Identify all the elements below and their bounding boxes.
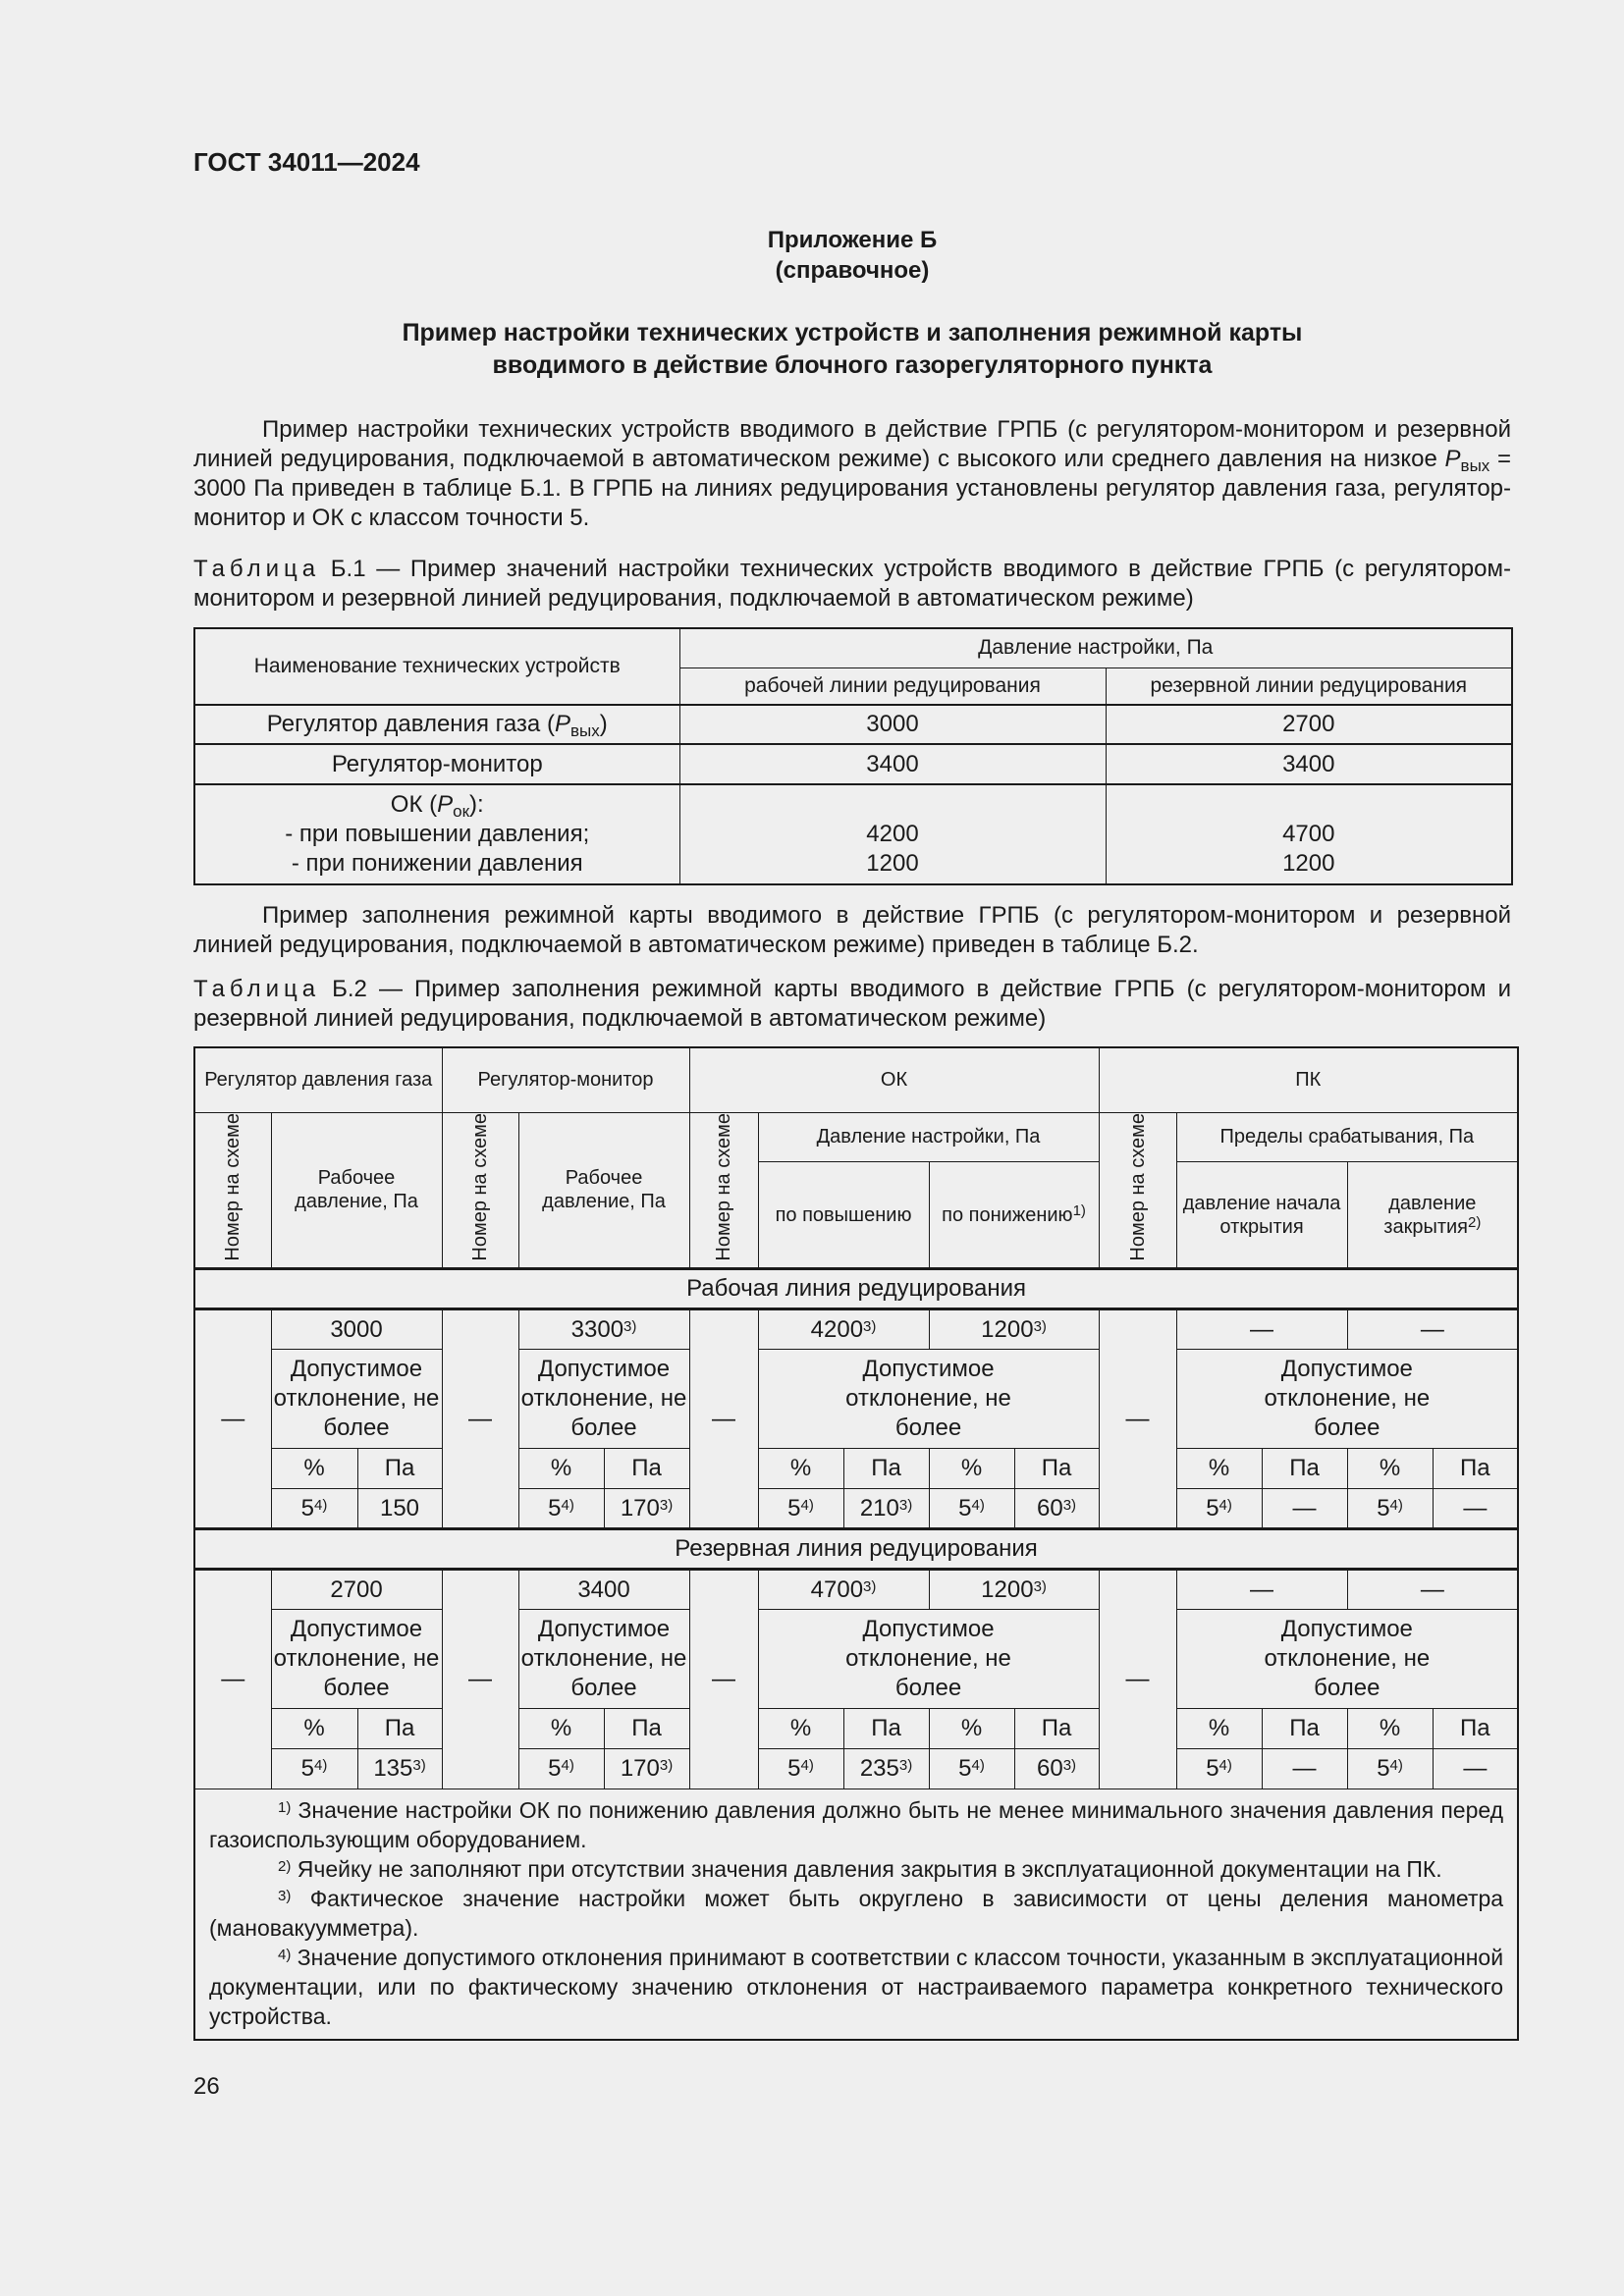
t2-res-mon-pct	[518, 1749, 604, 1789]
footnote-ref: 3)	[898, 1497, 913, 1515]
value: 5	[1206, 1755, 1219, 1783]
t1-row1-name-a: Регулятор давления газа (	[266, 711, 555, 737]
t2-pa: Па	[1433, 1449, 1518, 1489]
t1-head-name: Наименование технических устройств	[194, 628, 679, 705]
t2-reserve-section-title: Резервная линия редуцирования	[194, 1529, 1518, 1570]
t2-work-reg-pct	[271, 1489, 357, 1529]
t2-work-reg-pa: 150	[357, 1489, 442, 1529]
t2-res-reg-tol: Допустимое отклонение, не более	[271, 1610, 442, 1709]
t1-row2-name: Регулятор-монитор	[194, 744, 679, 784]
t2-pa: Па	[604, 1709, 689, 1749]
table-b1	[193, 627, 1513, 885]
footnote-4	[209, 1943, 1503, 2031]
value: 5	[958, 1495, 972, 1522]
t1-row3-reserve-inc: 4700	[1282, 821, 1335, 847]
t2-res-pk-num: —	[1099, 1570, 1176, 1789]
doc-title-line2: вводимого в действие блочного газорегуляторного пункта	[492, 351, 1213, 379]
footnote-ref: 4)	[800, 1757, 814, 1775]
t2-res-okdec-pct	[929, 1749, 1014, 1789]
t2-work-reg-num: —	[194, 1309, 271, 1529]
t2-res-mon-pa	[604, 1749, 689, 1789]
t2-res-reg-pct	[271, 1749, 357, 1789]
t2-head-dec	[929, 1162, 1099, 1269]
t2-work-pkclose-pct	[1347, 1489, 1433, 1529]
t2-res-mon-tol: Допустимое отклонение, не более	[518, 1610, 689, 1709]
t2-res-okdec-pa	[1014, 1749, 1099, 1789]
t2-work-pkopen-pct	[1176, 1489, 1262, 1529]
footnote-3	[209, 1884, 1503, 1943]
t2-pa: Па	[843, 1709, 929, 1749]
value: 5	[787, 1755, 801, 1783]
t2-head-close	[1347, 1162, 1518, 1269]
value: 5	[1206, 1495, 1219, 1522]
footnote-ref: 4)	[800, 1497, 814, 1515]
t2-res-reg-value: 2700	[271, 1570, 442, 1610]
t2-head-num-mon	[442, 1112, 518, 1269]
footnote-mark: 3)	[278, 1888, 292, 1905]
t2-pa: Па	[843, 1449, 929, 1489]
t2-pa: Па	[1262, 1709, 1347, 1749]
value: 135	[373, 1755, 413, 1783]
p-subscript: вых	[569, 721, 600, 740]
footnote-ref: 4)	[314, 1757, 328, 1775]
t1-row1-reserve: 2700	[1106, 705, 1512, 744]
close-label: давление закрытия	[1383, 1192, 1477, 1238]
t2-work-mon-tol: Допустимое отклонение, не более	[518, 1350, 689, 1449]
t2-pa: Па	[1014, 1449, 1099, 1489]
footnote-1	[209, 1795, 1503, 1854]
caption-word: Таблица	[193, 976, 321, 1002]
t1-row3-work-dec: 1200	[866, 850, 919, 877]
t2-work-pkopen-pa: —	[1262, 1489, 1347, 1529]
value: 5	[548, 1755, 562, 1783]
t2-res-mon-num: —	[442, 1570, 518, 1789]
value: 5	[548, 1495, 562, 1522]
footnote-ref: 1)	[1072, 1201, 1086, 1219]
t1-row3-reserve-dec: 1200	[1282, 850, 1335, 877]
t2-res-ok-tol: Допустимое отклонение, не более	[758, 1610, 1099, 1709]
value: 5	[958, 1755, 972, 1783]
t2-work-ok-tol: Допустимое отклонение, не более	[758, 1350, 1099, 1449]
t2-footnotes	[194, 1789, 1518, 2041]
t2-pct: %	[758, 1709, 843, 1749]
t2-res-okinc-pa	[843, 1749, 929, 1789]
t1-row1-name	[194, 705, 679, 744]
caption-word: Таблица	[193, 556, 321, 582]
t2-work-section-title: Рабочая линия редуцирования	[194, 1269, 1518, 1309]
footnote-ref: 4)	[561, 1757, 574, 1775]
p-symbol: P	[437, 791, 454, 818]
footnote-ref: 4)	[1218, 1757, 1232, 1775]
t2-head-num-ok	[689, 1112, 758, 1269]
value: 5	[787, 1495, 801, 1522]
t2-work-mon-pa	[604, 1489, 689, 1529]
t2-work-mon-pct	[518, 1489, 604, 1529]
value: 235	[859, 1755, 899, 1783]
t2-head-monitor: Регулятор-монитор	[442, 1047, 689, 1112]
t2-pa: Па	[1262, 1449, 1347, 1489]
t1-row3-name-b: ):	[469, 791, 484, 818]
p-subscript: ок	[453, 802, 470, 821]
num-label: Номер на схеме	[1126, 1112, 1149, 1261]
t1-row1-name-b: )	[599, 711, 608, 737]
num-label: Номер на схеме	[713, 1112, 735, 1261]
t2-pct: %	[518, 1449, 604, 1489]
t2-work-mon-num: —	[442, 1309, 518, 1529]
footnote-ref: 4)	[971, 1497, 985, 1515]
document-header: ГОСТ 34011—2024	[193, 147, 420, 177]
t1-row3-reserve	[1106, 784, 1512, 884]
t2-head-num-reg	[194, 1112, 271, 1269]
t2-work-okdec-pa	[1014, 1489, 1099, 1529]
num-label: Номер на схеме	[222, 1112, 244, 1261]
t2-res-mon-value: 3400	[518, 1570, 689, 1610]
t2-head-regulator: Регулятор давления газа	[194, 1047, 442, 1112]
t2-work-ok-inc	[758, 1309, 929, 1350]
t2-pct: %	[271, 1449, 357, 1489]
t2-head-pk-limits: Пределы срабатывания, Па	[1176, 1112, 1518, 1162]
footnote-ref: 3)	[1062, 1757, 1077, 1775]
t2-work-reg-tol: Допустимое отклонение, не более	[271, 1350, 442, 1449]
footnote-ref: 4)	[1218, 1497, 1232, 1515]
value: 1200	[981, 1575, 1034, 1603]
t1-row2-work: 3400	[679, 744, 1106, 784]
footnote-mark: 1)	[278, 1799, 292, 1817]
t2-head-work-mon: Рабочее давление, Па	[518, 1112, 689, 1269]
t2-res-pk-close: —	[1347, 1570, 1518, 1610]
t2-res-okinc-pct	[758, 1749, 843, 1789]
footnote-ref: 3)	[412, 1757, 426, 1775]
caption-text: Б.1 — Пример значений настройки технических устройств вводимого в действие ГРПБ (с регулятором-монитором и резервной линией редуцирования, подключаемой в автоматическом режиме)	[193, 556, 1511, 612]
footnote-ref: 4)	[971, 1757, 985, 1775]
t2-res-pk-open: —	[1176, 1570, 1347, 1610]
t2-work-reg-value: 3000	[271, 1309, 442, 1350]
footnote-ref: 3)	[623, 1317, 637, 1335]
t2-work-pkclose-pa: —	[1433, 1489, 1518, 1529]
t1-row2-reserve: 3400	[1106, 744, 1512, 784]
table1-caption	[193, 555, 1511, 614]
t2-res-pkclose-pa: —	[1433, 1749, 1518, 1789]
value: 5	[300, 1495, 314, 1522]
t2-work-pk-tol: Допустимое отклонение, не более	[1176, 1350, 1518, 1449]
t1-row3-title	[195, 790, 679, 820]
value: 170	[620, 1495, 660, 1522]
footnote-text: Значение допустимого отклонения принимают в соответствии с классом точности, указанным в эксплуатационной документации, или по фактическому значению отклонения от настраиваемого параметра конкретного технического устройства.	[209, 1945, 1504, 2030]
footnote-ref: 4)	[561, 1497, 574, 1515]
t2-pa: Па	[357, 1709, 442, 1749]
t1-row1-work: 3000	[679, 705, 1106, 744]
footnote-2	[209, 1854, 1503, 1884]
footnote-mark: 4)	[278, 1947, 292, 1964]
t2-work-okdec-pct	[929, 1489, 1014, 1529]
footnote-ref: 3)	[1033, 1317, 1047, 1335]
t2-head-num-pk	[1099, 1112, 1176, 1269]
value: 210	[859, 1495, 899, 1522]
t2-pct: %	[1347, 1449, 1433, 1489]
between-text: Пример заполнения режимной карты вводимого в действие ГРПБ (с регулятором-монитором и резервной линией редуцирования, подключаемой в автоматическом режиме) приведен в таблице Б.2.	[193, 902, 1511, 958]
t2-head-ok: ОК	[689, 1047, 1099, 1112]
t2-head-open: давление начала открытия	[1176, 1162, 1347, 1269]
t2-res-reg-pa	[357, 1749, 442, 1789]
t2-work-mon-value	[518, 1309, 689, 1350]
footnote-ref: 4)	[1389, 1497, 1403, 1515]
t1-head-pressure: Давление настройки, Па	[679, 628, 1512, 667]
num-label: Номер на схеме	[469, 1112, 492, 1261]
t2-res-pk-tol: Допустимое отклонение, не более	[1176, 1610, 1518, 1709]
footnote-ref: 3)	[863, 1577, 877, 1595]
t1-row3-name-a: ОК (	[390, 791, 438, 818]
t2-pct: %	[929, 1449, 1014, 1489]
value: 5	[1377, 1755, 1390, 1783]
footnote-ref: 4)	[1389, 1757, 1403, 1775]
value: 60	[1037, 1755, 1063, 1783]
value: 5	[300, 1755, 314, 1783]
t2-res-ok-dec	[929, 1570, 1099, 1610]
appendix-title: Приложение Б	[767, 227, 938, 253]
footnote-ref: 3)	[1033, 1577, 1047, 1595]
t1-row3-dec-label: - при понижении давления	[291, 850, 583, 877]
t2-head-pk: ПК	[1099, 1047, 1518, 1112]
p-symbol: P	[1444, 446, 1461, 472]
footnote-text: Ячейку не заполняют при отсутствии значения давления закрытия в эксплуатационной документации на ПК.	[297, 1856, 1442, 1883]
t2-pct: %	[1347, 1709, 1433, 1749]
intro-text: Пример настройки технических устройств вводимого в действие ГРПБ (с регулятором-монитором и резервной линией редуцирования, подключаемой в автоматическом режиме) с высокого или среднего давления на низкое	[193, 416, 1511, 472]
footnote-ref: 3)	[659, 1757, 674, 1775]
t2-work-pk-num: —	[1099, 1309, 1176, 1529]
t2-res-ok-num: —	[689, 1570, 758, 1789]
t2-pct: %	[929, 1709, 1014, 1749]
t2-pct: %	[1176, 1709, 1262, 1749]
value: 4700	[810, 1575, 864, 1603]
t2-work-pk-open: —	[1176, 1309, 1347, 1350]
t2-work-ok-num: —	[689, 1309, 758, 1529]
footnote-ref: 3)	[659, 1497, 674, 1515]
t1-row3-work-inc: 4200	[866, 821, 919, 847]
footnote-ref: 4)	[314, 1497, 328, 1515]
t2-pct: %	[758, 1449, 843, 1489]
t2-work-ok-dec	[929, 1309, 1099, 1350]
value: 1200	[981, 1315, 1034, 1343]
value: 4200	[810, 1315, 864, 1343]
t1-row3-inc-label: - при повышении давления;	[285, 821, 590, 847]
table2-caption	[193, 975, 1511, 1034]
t2-pct: %	[518, 1709, 604, 1749]
value: 170	[620, 1755, 660, 1783]
footnote-ref: 3)	[863, 1317, 877, 1335]
t2-head-work-reg: Рабочее давление, Па	[271, 1112, 442, 1269]
footnote-text: Фактическое значение настройки может быть округлено в зависимости от цены деления манометра (мановакуумметра).	[209, 1886, 1504, 1942]
footnote-mark: 2)	[278, 1858, 292, 1876]
t2-work-okinc-pct	[758, 1489, 843, 1529]
t1-row3-work	[679, 784, 1106, 884]
p-subscript: вых	[1460, 456, 1490, 475]
value: 3300	[570, 1315, 624, 1343]
t2-res-ok-inc	[758, 1570, 929, 1610]
t2-pa: Па	[604, 1449, 689, 1489]
doc-title-line1: Пример настройки технических устройств и заполнения режимной карты	[402, 319, 1303, 347]
between-paragraph	[193, 901, 1511, 960]
page-number: 26	[193, 2073, 220, 2100]
t2-head-inc: по повышению	[758, 1162, 929, 1269]
t2-pa: Па	[1433, 1709, 1518, 1749]
footnote-text: Значение настройки ОК по понижению давления должно быть не менее минимального значения давления перед газоиспользующим оборудованием.	[209, 1797, 1504, 1853]
t2-res-pkopen-pa: —	[1262, 1749, 1347, 1789]
t1-row3-name	[194, 784, 679, 884]
t2-pct: %	[271, 1709, 357, 1749]
value: 5	[1377, 1495, 1390, 1522]
footnote-ref: 3)	[898, 1757, 913, 1775]
t2-res-pkclose-pct	[1347, 1749, 1433, 1789]
footnote-ref: 2)	[1467, 1213, 1482, 1231]
t2-work-pk-close: —	[1347, 1309, 1518, 1350]
intro-text-cont: = 3000 Па приведен в таблице Б.1. В ГРПБ на линиях редуцирования установлены регулятор давления газа, регулятор-монитор и ОК с классом точности 5.	[193, 446, 1512, 531]
caption-text: Б.2 — Пример заполнения режимной карты вводимого в действие ГРПБ (с регулятором-монитором и резервной линией редуцирования, подключаемой в автоматическом режиме)	[193, 976, 1511, 1032]
t1-head-reserve: резервной линии редуцирования	[1106, 667, 1512, 705]
p-symbol: P	[554, 711, 570, 737]
intro-paragraph	[193, 415, 1511, 533]
t2-work-okinc-pa	[843, 1489, 929, 1529]
appendix-subtitle: (справочное)	[775, 257, 930, 284]
t2-pa: Па	[357, 1449, 442, 1489]
t2-head-ok-pressure: Давление настройки, Па	[758, 1112, 1099, 1162]
footnote-ref: 3)	[1062, 1497, 1077, 1515]
t2-pct: %	[1176, 1449, 1262, 1489]
t1-head-work: рабочей линии редуцирования	[679, 667, 1106, 705]
table-b2	[193, 1046, 1519, 2041]
value: 60	[1037, 1495, 1063, 1522]
t2-res-reg-num: —	[194, 1570, 271, 1789]
t2-res-pkopen-pct	[1176, 1749, 1262, 1789]
dec-label: по понижению	[942, 1203, 1073, 1226]
t2-pa: Па	[1014, 1709, 1099, 1749]
